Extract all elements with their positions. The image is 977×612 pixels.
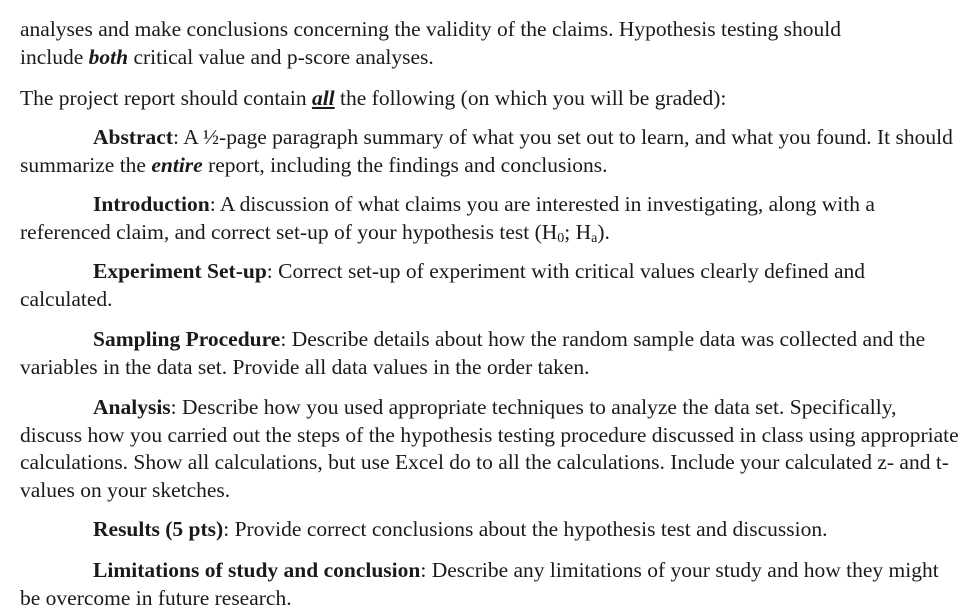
emphasis-all: all xyxy=(311,86,335,110)
section-text: Describe any limitations of your study and how they might be overcome in future research. xyxy=(20,558,939,610)
subscript-0: 0 xyxy=(557,230,565,246)
separator: : xyxy=(209,192,220,216)
intro-text-end: critical value and p-score analyses. xyxy=(128,44,434,69)
emphasis-entire: entire xyxy=(151,152,203,177)
section-term: Analysis xyxy=(93,395,171,419)
separator: : xyxy=(266,259,279,283)
separator: : xyxy=(173,125,184,149)
section-term: Results (5 pts) xyxy=(93,517,224,541)
section-text-end: report, including the findings and conclusions. xyxy=(202,152,608,177)
section-text: Describe how you used appropriate techniques to analyze the data set. Specifically, discuss how you carried out the steps of the hypothesis testing procedure discussed in class using appropriate calculations. Show all calculations, but use Excel do to all the calculations. Include your calculated z- and t-values on your sketches. xyxy=(20,395,959,502)
section-sampling-procedure xyxy=(20,326,960,381)
separator: : xyxy=(420,558,432,582)
section-experiment-setup xyxy=(20,258,960,313)
intro-text: include xyxy=(20,44,89,69)
section-term: Abstract xyxy=(93,125,174,149)
emphasis-both: both xyxy=(88,44,129,69)
section-term: Introduction xyxy=(93,192,210,216)
section-term: Sampling Procedure xyxy=(93,327,281,351)
section-text: A ½-page paragraph summary of what you set out to learn, and what you found. It should summarize the xyxy=(20,125,953,177)
section-text: Describe details about how the random sample data was collected and the variables in the data set. Provide all data values in the order taken. xyxy=(20,327,926,379)
contents-text-end: the following (on which you will be graded): xyxy=(334,86,727,110)
intro-paragraph xyxy=(20,16,960,71)
separator: : xyxy=(280,327,292,351)
section-text: Correct set-up of experiment with critical values clearly defined and calculated. xyxy=(20,259,865,311)
section-analysis xyxy=(20,394,960,504)
section-text-end: ). xyxy=(597,219,610,244)
section-introduction xyxy=(20,191,960,246)
section-limitations xyxy=(20,557,960,612)
section-term: Experiment Set-up xyxy=(93,259,267,283)
separator: : xyxy=(223,517,235,541)
contents-text: The project report should contain xyxy=(20,86,312,110)
separator: : xyxy=(170,395,183,419)
subscript-a: a xyxy=(591,230,598,246)
section-results xyxy=(20,516,960,544)
section-abstract xyxy=(20,124,960,179)
section-text-mid: ; H xyxy=(564,219,592,244)
section-text: Provide correct conclusions about the hypothesis test and discussion. xyxy=(234,517,828,541)
contents-paragraph xyxy=(20,85,960,113)
section-text: A discussion of what claims you are interested in investigating, along with a referenced claim, and correct set-up of your hypothesis test (H xyxy=(20,192,875,244)
section-term: Limitations of study and conclusion xyxy=(93,558,421,582)
intro-line-1: analyses and make conclusions concerning the validity of the claims. Hypothesis testing should xyxy=(20,17,842,41)
